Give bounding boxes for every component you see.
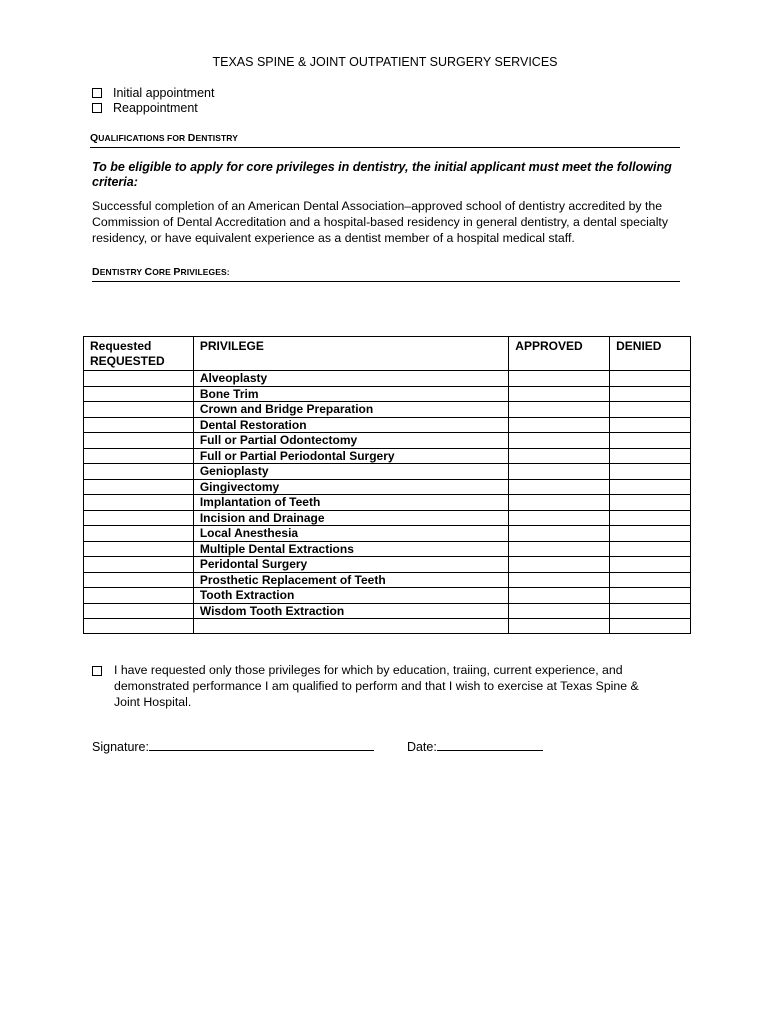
denied-cell[interactable] [610, 464, 691, 480]
requested-cell[interactable] [84, 526, 194, 542]
privilege-name: Tooth Extraction [193, 588, 508, 604]
approved-cell[interactable] [509, 464, 610, 480]
approved-cell[interactable] [509, 541, 610, 557]
reappointment-option[interactable] [92, 101, 198, 115]
attestation-text: I have requested only those privileges for which by education, traiing, current experience, and demonstrated performance I am qualified to perform and that I wish to exercise at Texas Spine & Joint Hospital. [114, 663, 639, 709]
initial-appointment-option[interactable] [92, 86, 214, 100]
denied-cell[interactable] [610, 588, 691, 604]
table-row [84, 386, 691, 402]
privilege-name: Genioplasty [193, 464, 508, 480]
checkbox-icon[interactable] [92, 666, 102, 676]
requested-cell[interactable] [84, 619, 194, 634]
denied-cell[interactable] [610, 433, 691, 449]
denied-cell[interactable] [610, 402, 691, 418]
privileges-table [83, 336, 691, 634]
requested-cell[interactable] [84, 541, 194, 557]
privilege-name: Full or Partial Odontectomy [193, 433, 508, 449]
requested-cell[interactable] [84, 495, 194, 511]
table-row [84, 510, 691, 526]
approved-cell[interactable] [509, 479, 610, 495]
requested-cell[interactable] [84, 603, 194, 619]
denied-cell[interactable] [610, 603, 691, 619]
checkbox-icon[interactable] [92, 103, 102, 113]
privilege-name: Full or Partial Periodontal Surgery [193, 448, 508, 464]
privilege-name: Incision and Drainage [193, 510, 508, 526]
approved-cell[interactable] [509, 433, 610, 449]
approved-cell[interactable] [509, 371, 610, 387]
requested-cell[interactable] [84, 371, 194, 387]
approved-cell[interactable] [509, 572, 610, 588]
privilege-name: Wisdom Tooth Extraction [193, 603, 508, 619]
table-row [84, 433, 691, 449]
approved-cell[interactable] [509, 603, 610, 619]
privilege-name: Gingivectomy [193, 479, 508, 495]
page-title: TEXAS SPINE & JOINT OUTPATIENT SURGERY SERVICES [212, 55, 558, 69]
requested-cell[interactable] [84, 402, 194, 418]
requested-cell[interactable] [84, 588, 194, 604]
requested-cell[interactable] [84, 386, 194, 402]
signature-field[interactable] [149, 738, 374, 751]
denied-cell[interactable] [610, 386, 691, 402]
table-row [84, 495, 691, 511]
table-row [84, 417, 691, 433]
denied-cell[interactable] [610, 510, 691, 526]
privilege-name: Prosthetic Replacement of Teeth [193, 572, 508, 588]
signature-label: Signature: [92, 740, 149, 754]
eligibility-criteria: To be eligible to apply for core privileges in dentistry, the initial applicant must meet the following criteria: [92, 160, 672, 189]
requested-cell[interactable] [84, 464, 194, 480]
requested-cell[interactable] [84, 417, 194, 433]
table-row [84, 479, 691, 495]
qualifications-description: Successful completion of an American Dental Association–approved school of dentistry accredited by the Commission of Dental Accreditation and a hospital-based residency in general dentistry, a dental specialty residency, or have equivalent experience as a dentist member of a hospital medical staff. [92, 199, 668, 245]
requested-cell[interactable] [84, 572, 194, 588]
signature-line [92, 738, 543, 754]
approved-cell[interactable] [509, 557, 610, 573]
core-privileges-heading: DENTISTRY CORE PRIVILEGES: [92, 266, 680, 282]
denied-cell[interactable] [610, 417, 691, 433]
privilege-name: Local Anesthesia [193, 526, 508, 542]
denied-column-header: DENIED [610, 337, 691, 371]
privilege-name: Dental Restoration [193, 417, 508, 433]
requested-cell[interactable] [84, 433, 194, 449]
attestation-statement [92, 662, 662, 710]
approved-column-header: APPROVED [509, 337, 610, 371]
table-header-row [84, 337, 691, 371]
table-row [84, 603, 691, 619]
privilege-name: Alveoplasty [193, 371, 508, 387]
approved-cell[interactable] [509, 402, 610, 418]
option-label: Initial appointment [113, 86, 215, 100]
denied-cell[interactable] [610, 371, 691, 387]
date-field[interactable] [437, 738, 543, 751]
denied-cell[interactable] [610, 541, 691, 557]
approved-cell[interactable] [509, 448, 610, 464]
requested-cell[interactable] [84, 448, 194, 464]
table-row [84, 541, 691, 557]
privilege-name: Crown and Bridge Preparation [193, 402, 508, 418]
privilege-name: Multiple Dental Extractions [193, 541, 508, 557]
approved-cell[interactable] [509, 588, 610, 604]
table-row [84, 464, 691, 480]
table-row [84, 448, 691, 464]
requested-cell[interactable] [84, 479, 194, 495]
privilege-name: Implantation of Teeth [193, 495, 508, 511]
approved-cell[interactable] [509, 495, 610, 511]
denied-cell[interactable] [610, 572, 691, 588]
requested-cell[interactable] [84, 557, 194, 573]
denied-cell[interactable] [610, 619, 691, 634]
denied-cell[interactable] [610, 448, 691, 464]
qualifications-heading: QUALIFICATIONS FOR DENTISTRY [90, 132, 680, 148]
table-row [84, 588, 691, 604]
table-row [84, 402, 691, 418]
denied-cell[interactable] [610, 557, 691, 573]
table-row [84, 526, 691, 542]
option-label: Reappointment [113, 101, 198, 115]
checkbox-icon[interactable] [92, 88, 102, 98]
table-row [84, 619, 691, 634]
denied-cell[interactable] [610, 495, 691, 511]
table-row [84, 557, 691, 573]
privilege-name: Peridontal Surgery [193, 557, 508, 573]
privilege-name: Bone Trim [193, 386, 508, 402]
approved-cell[interactable] [509, 526, 610, 542]
approved-cell[interactable] [509, 510, 610, 526]
table-row [84, 572, 691, 588]
table-row [84, 371, 691, 387]
date-label: Date: [406, 740, 437, 754]
approved-cell[interactable] [509, 417, 610, 433]
approved-cell[interactable] [509, 619, 610, 634]
privilege-column-header: PRIVILEGE [193, 337, 508, 371]
privilege-name [193, 619, 508, 634]
requested-column-header: Requested REQUESTED [84, 337, 194, 371]
approved-cell[interactable] [509, 386, 610, 402]
requested-cell[interactable] [84, 510, 194, 526]
denied-cell[interactable] [610, 479, 691, 495]
denied-cell[interactable] [610, 526, 691, 542]
